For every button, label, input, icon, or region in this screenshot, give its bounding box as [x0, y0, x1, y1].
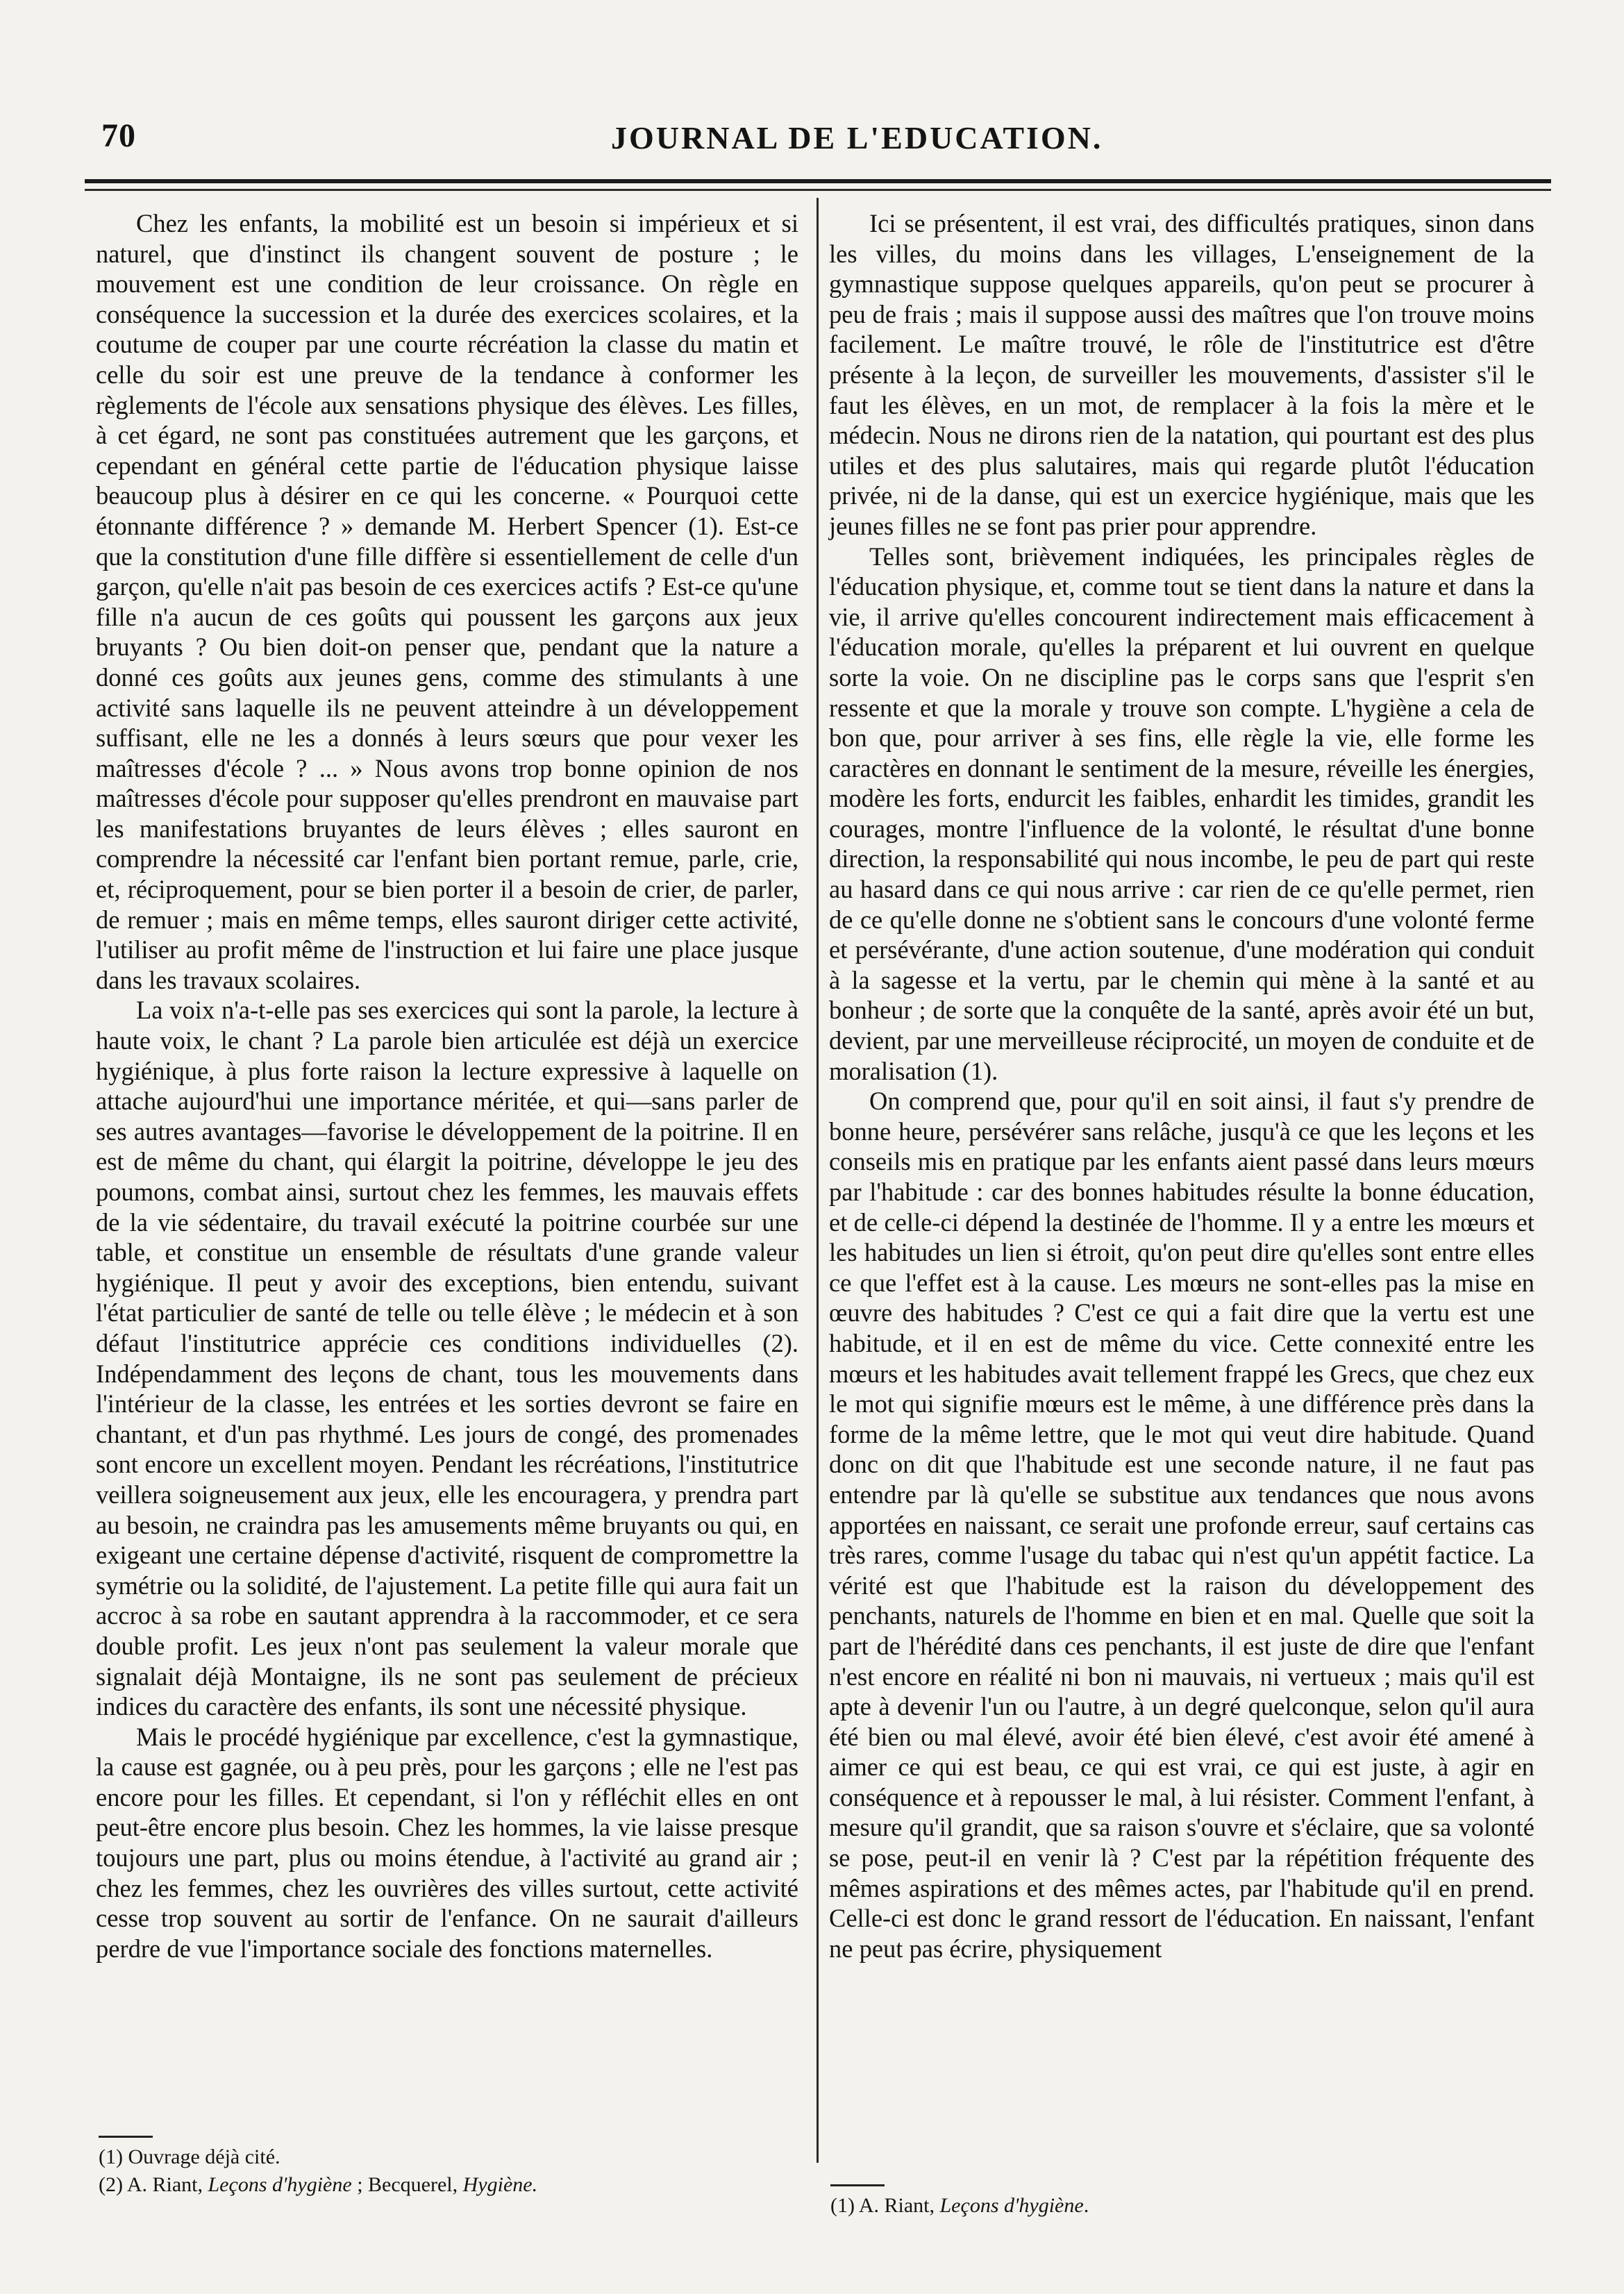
header-rule-thin — [85, 189, 1551, 191]
paragraph: On comprend que, pour qu'il en soit ainsi, il faut s'y prendre de bonne heure, persévérer sans relâche, jusqu'à ce que les leçons et les conseils mis en pratique par les enfants aient passé dans leurs mœurs par l'habitude : car des bonnes habitudes résulte la bonne éducation, et de celle-ci dépend la destinée de l'homme. Il y a entre les mœurs et les habitudes un lien si étroit, qu'on peut dire qu'elles sont entre elles ce que l'effet est à la cause. Les mœurs ne sont-elles pas la mise en œuvre des habitudes ? C'est ce qui a fait dire que la vertu est une habitude, et il en est de même du vice. Cette connexité entre les mœurs et les habitudes avait tellement frappé les Grecs, que chez eux le mot qui signifie mœurs est le même, à une différence près dans la forme de la même lettre, que le mot qui veut dire habitude. Quand donc on dit que l'habitude est une seconde nature, il ne faut pas entendre par là qu'elle se substitue aux tendances que nous avons apportées en naissant, ce serait une profonde erreur, sauf certains cas très rares, comme l'usage du tabac qui n'est qu'un appétit factice. La vérité est que l'habitude est la raison du développement des penchants, naturels de l'homme en bien et en mal. Quelle que soit la part de l'hérédité dans ces penchants, il est juste de dire que l'enfant n'est encore en réalité ni bon ni mauvais, ni vertueux ; mais qu'il est apte à devenir l'un ou l'autre, à un degré quelconque, selon qu'il aura été bien ou mal élevé, avoir été bien élevé, c'est avoir été amené à aimer ce qui est beau, ce qui est vrai, ce qui est juste, à agir en conséquence et à repousser le mal, à lui résister. Comment l'enfant, à mesure qu'il grandit, que sa raison s'ouvre et s'éclaire, que sa volonté se pose, peut-il en venir là ? C'est par la répétition fréquente des mêmes aspirations et des mêmes actes, par l'habitude qu'il en prend. Celle-ci est donc le grand ressort de l'éducation. En naissant, l'enfant ne peut pas écrire, physiquement — [829, 1087, 1534, 1963]
footnote-text: ; Becquerel, — [351, 2173, 463, 2196]
paragraph: Chez les enfants, la mobilité est un besoin si impérieux et si naturel, que d'instinct ils changent souvent de posture ; le mouvement est une condition de leur croissance. On règle en conséquence la succession et la durée des exercices scolaires, et la coutume de couper par une courte récréation la classe du matin et celle du soir est une preuve de la tendance à conformer les règlements de l'école aux sensations physique des élèves. Les filles, à cet égard, ne sont pas constituées autrement que les garçons, et cependant en général cette partie de l'éducation physique laisse beaucoup plus à désirer en ce qui les concerne. « Pourquoi cette étonnante différence ? » demande M. Herbert Spencer (1). Est-ce que la constitution d'une fille diffère si essentiellement de celle d'un garçon, qu'elle n'ait pas besoin de ces exercices actifs ? Est-ce qu'une fille n'a aucun de ces goûts qui poussent les garçons aux jeux bruyants ? Ou bien doit-on penser que, pendant que la nature a donné ces goûts aux jeunes gens, comme des stimulants à une activité sans laquelle ils ne peuvent atteindre à un développement suffisant, elle ne les a donnés à leurs sœurs que pour vexer les maîtresses d'école ? ... » Nous avons trop bonne opinion de nos maîtresses d'école pour supposer qu'elles prendront en mauvaise part les manifestations bruyantes de leurs élèves ; elles sauront en comprendre la nécessité car l'enfant bien portant remue, parle, crie, et, réciproquement, pour se bien porter il a besoin de crier, de parler, de remuer ; mais en même temps, elles sauront diriger cette activité, l'utiliser au profit même de l'instruction et lui faire une place jusque dans les travaux scolaires. — [96, 209, 798, 994]
footnote — [830, 2192, 1455, 2220]
footnote-text: . — [1083, 2194, 1089, 2217]
footnote-title: Hygiène. — [462, 2173, 538, 2196]
footnotes-left — [99, 2136, 723, 2199]
paragraph: Mais le procédé hygiénique par excellence, c'est la gymnastique, la cause est gagnée, ou à peu près, pour les garçons ; elle ne l'est pas encore pour les filles. Et cependant, si l'on y réfléchit elles en ont peut-être encore plus besoin. Chez les hommes, la vie laisse presque toujours une part, plus ou moins étendue, à l'activité au grand air ; chez les femmes, chez les ouvrières des villes surtout, cette activité cesse trop souvent au sortir de l'enfance. On ne saurait d'ailleurs perdre de vue l'importance sociale des fonctions maternelles. — [96, 1722, 798, 1963]
footnote-rule — [99, 2136, 153, 2138]
column-divider — [817, 198, 819, 2163]
running-title: JOURNAL DE L'EDUCATION. — [611, 120, 1103, 156]
footnote-text: (1) A. Riant, — [830, 2194, 940, 2217]
footnote-text: (2) A. Riant, — [99, 2173, 208, 2196]
right-column — [829, 208, 1534, 1964]
footnote — [99, 2171, 723, 2199]
paragraph: Telles sont, brièvement indiquées, les principales règles de l'éducation physique, et, comme tout se tient dans la nature et dans la vie, il arrive qu'elles concourent indirectement mais efficacement à l'éducation morale, qu'elles la préparent et lui ouvrent en quelque sorte la voie. On ne discipline pas le corps sans que l'esprit s'en ressente et que la morale y trouve son compte. L'hygiène a cela de bon que, pour arriver à ses fins, elle règle la vie, elle forme les caractères en donnant le sentiment de la mesure, réveille les énergies, modère les forts, endurcit les faibles, enhardit les timides, grandit les courages, montre l'influence de la volonté, le résultat d'une bonne direction, la responsabilité qui nous incombe, le peu de part qui reste au hasard dans ce qui nous arrive : car rien de ce qu'elle permet, rien de ce qu'elle donne ne s'obtient sans le concours d'une volonté ferme et persévérante, d'une action soutenue, d'une modération qui conduit à la sagesse et la vertu, par le chemin qui mène à la santé et au bonheur ; de sorte que la conquête de la santé, après avoir été un but, devient, par une merveilleuse réciprocité, un moyen de conduite et de moralisation (1). — [829, 542, 1534, 1085]
footnote-rule — [830, 2184, 885, 2186]
footnotes-right — [830, 2184, 1455, 2220]
footnote-title: Leçons d'hygiène — [208, 2173, 352, 2196]
footnote: (1) Ouvrage déjà cité. — [99, 2145, 281, 2168]
header-rule — [85, 179, 1551, 183]
footnote-title: Leçons d'hygiène — [939, 2194, 1084, 2217]
paragraph: Ici se présentent, il est vrai, des difficultés pratiques, sinon dans les villes, du moins dans les villages, L'enseignement de la gymnastique suppose quelques appareils, qu'on peut se procurer à peu de frais ; mais il suppose aussi des maîtres que l'on trouve moins facilement. Le maître trouvé, le rôle de l'institutrice est d'être présente à la leçon, de surveiller les mouvements, d'assister s'il le faut les élèves, en un mot, de remplacer à la fois la mère et le médecin. Nous ne dirons rien de la natation, qui pourtant est des plus utiles et des plus salutaires, mais qui regarde plutôt l'éducation privée, ni de la danse, qui est un exercice hygiénique, mais que les jeunes filles ne se font pas prier pour apprendre. — [829, 209, 1534, 540]
left-column — [96, 208, 798, 1964]
paragraph: La voix n'a-t-elle pas ses exercices qui sont la parole, la lecture à haute voix, le chant ? La parole bien articulée est déjà un exercice hygiénique, à plus forte raison la lecture expressive à laquelle on attache aujourd'hui une importance méritée, et qui—sans parler de ses autres avantages—favorise le développement de la poitrine. Il en est de même du chant, qui élargit la poitrine, développe le jeu des poumons, combat ainsi, surtout chez les femmes, les mauvais effets de la vie sédentaire, du travail exécuté la poitrine courbée sur une table, et constitue un ensemble de résultats d'une grande valeur hygiénique. Il peut y avoir des exceptions, bien entendu, suivant l'état particulier de santé de telle ou telle élève ; le médecin et à son défaut l'institutrice apprécie ces conditions individuelles (2). Indépendamment des leçons de chant, tous les mouvements dans l'intérieur de la classe, les entrées et les sorties devront se faire en chantant, et d'un pas rhythmé. Les jours de congé, des promenades sont encore un excellent moyen. Pendant les récréations, l'institutrice veillera soigneusement aux jeux, elle les encouragera, y prendra part au besoin, ne craindra pas les amusements même bruyants ou qui, en exigeant une certaine dépense d'activité, risquent de compromettre la symétrie ou la solidité, de l'ajustement. La petite fille qui aura fait un accroc à sa robe en sautant apprendra à la raccommoder, et ce sera double profit. Les jeux n'ont pas seulement la valeur morale que signalait déjà Montaigne, ils ne sont pas seulement de précieux indices du caractère des enfants, ils sont une nécessité physique. — [96, 996, 798, 1721]
page-number: 70 — [101, 117, 136, 154]
